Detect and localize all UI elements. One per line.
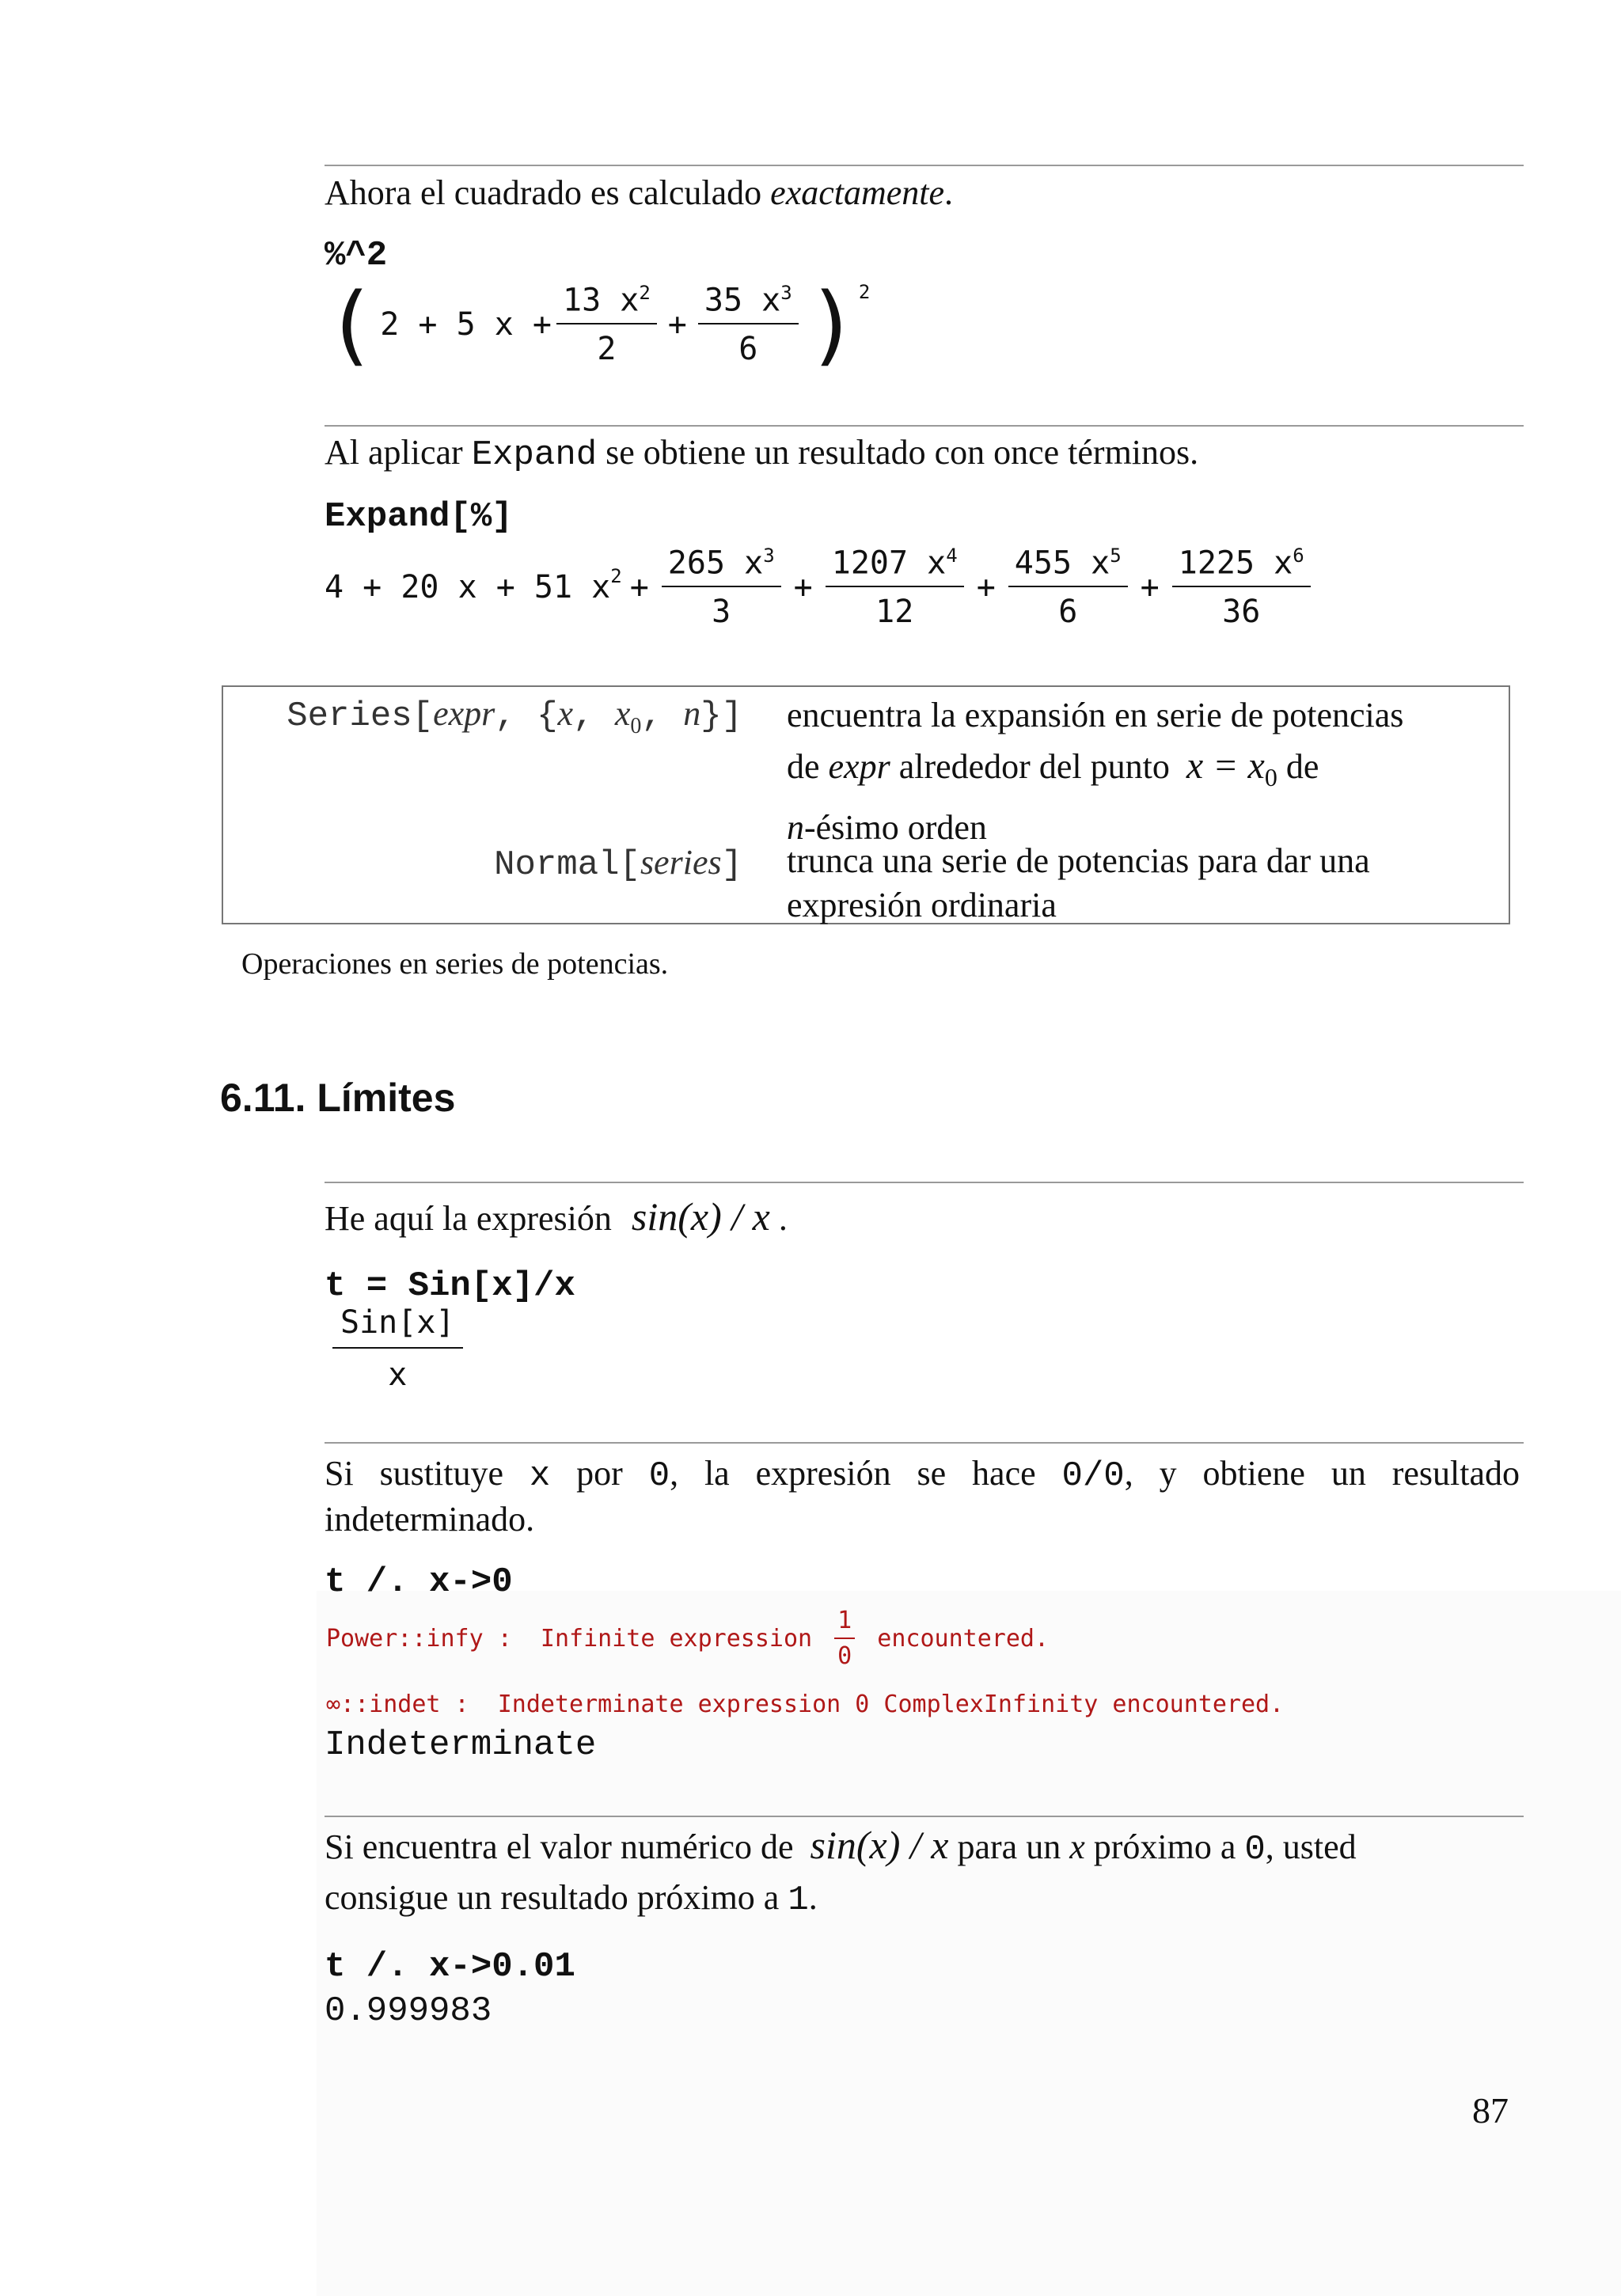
warning-message: Power::infy : Infinite expression $\frac{1}{0}$ encountered.: [326, 1607, 1050, 1670]
input-cell[interactable]: t /. x->0.01: [325, 1947, 575, 1987]
table-row-command: Series[expr, {x, $x_0$, n}]: [287, 694, 742, 738]
text-paragraph-continued: consigue un resultado próximo a 1.: [325, 1878, 818, 1920]
cell-divider: [325, 1442, 1524, 1444]
operations-table: [222, 685, 1510, 924]
cell-divider: [325, 165, 1524, 166]
output-cell: ( 2 + 5 x + $\frac{13 x^2}{2}$ + $\frac{35 x^3}{6}$ ) $^2$: [325, 274, 871, 375]
text-paragraph-continued: indeterminado.: [325, 1500, 535, 1539]
table-row-command: Normal[series]: [494, 843, 742, 885]
warning-message: ∞::indet : Indeterminate expression 0 ComplexInfinity encountered.: [326, 1691, 1285, 1718]
text-paragraph: Si sustituye x por 0, la expresión se hace 0/0, y obtiene un resultado: [325, 1454, 1520, 1496]
output-cell: 0.999983: [325, 1991, 492, 2031]
input-cell[interactable]: t = Sin[x]/x: [325, 1266, 575, 1306]
text-paragraph: Ahora el cuadrado es calculado exactamente.: [325, 173, 954, 212]
input-cell[interactable]: Expand[%]: [325, 497, 513, 537]
text-paragraph: He aquí la expresión sin(x) / x .: [325, 1194, 788, 1239]
input-cell[interactable]: t /. x->0: [325, 1562, 513, 1602]
output-cell: 4 + 20 x + 51 x $^2$ + $\frac{265 x^3}{3}$ + $\frac{1207 x^4}{12}$ + $\frac{455 x^5}{6}$ + $\frac{1225 x^6}{36}$: [325, 545, 1315, 630]
table-row-description: encuentra la expansión en serie de potencias de expr alrededor del punto $x = x_0$ de n-ésimo orden: [787, 696, 1404, 847]
text-paragraph: Al aplicar Expand se obtiene un resultado con once términos.: [325, 433, 1199, 475]
input-cell[interactable]: %^2: [325, 236, 388, 275]
table-row-description: trunca una serie de potencias para dar una expresión ordinaria: [787, 841, 1370, 924]
output-cell: $\frac{\text{Sin[x]}}{x}$: [332, 1304, 463, 1393]
page-number: 87: [1472, 2090, 1509, 2131]
cell-divider: [325, 425, 1524, 427]
output-cell: Indeterminate: [325, 1725, 597, 1765]
cell-divider: [325, 1816, 1524, 1817]
table-caption: Operaciones en series de potencias.: [241, 947, 669, 981]
section-heading: 6.11. Límites: [220, 1076, 456, 1120]
text-paragraph: Si encuentra el valor numérico de sin(x) / x para un x próximo a 0, usted: [325, 1823, 1357, 1869]
cell-divider: [325, 1182, 1524, 1183]
